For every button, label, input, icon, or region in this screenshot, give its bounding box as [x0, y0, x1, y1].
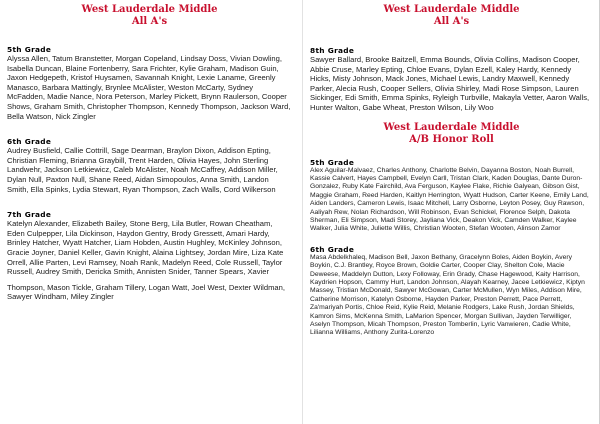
student-name-list: Sawyer Ballard, Brooke Baitzell, Emma Bounds, Olivia Collins, Madison Cooper, Abbie Cruse, Marley Epting, Chloe Evans, Dylan Ezell, Kaley Hardy, Kennedy Hicks, Misty Johnson, Mack Jones, Michael Lewis, Landry Maxwell, Kennedy Parker, Alecia Rush, Cooper Sellers, Olivia Shirley, Madi Rose Simpson, Lauren Sickinger, Edi Smith, Emma Spinks, Ryleigh Turbville, Makayla Vetter, Aaron Walls, Hunter Walton, Gabe Wheat, Preston Wilson, Lily Woo — [310, 55, 590, 112]
section-6th-grade-honor-roll — [310, 245, 593, 338]
student-name-list: Audrey Busfield, Callie Cottrill, Sage Dearman, Braylon Dixon, Addison Epting, Christian Fleming, Brianna Graybill, Trent Harden, Olivia Hayes, John Sterling Landwehr, Jackson Letkiewicz, Caleb McAlister, Noah McCaffrey, Addison Miller, Dylan Null, Paxton Null, Shane Reed, Aidan Simopoulos, Anna Smith, Landon Smith, Ella Spinks, Lydia Stewart, Ryan Thompson, Zach Walls, Cord Wilkerson — [7, 146, 278, 194]
student-name-list: Katelyn Alexander, Elizabeth Bailey, Stone Berg, Lila Butler, Rowan Cheatham, Eden Culpepper, Lila Dickinson, Haydon Gentry, Brody Gressett, Amari Hardy, Brinley Hatcher, Wyatt Hatcher, Liam Hobden, Austin Hughley, McKinley Johnson, Gracie Joyner, Daniel Keller, Gavin Knight, Alaina Lightsey, Jordan Mire, Liza Kate Orrell, Allie Parten, Levi Ramsey, Noah Rank, Madelyn Reed, Cole Russell, Taylor Russell, Audrey Smith, Dericka Smith, Annisten Snider, Tanner Spears, Xavier — [7, 219, 284, 277]
grade-heading: 6th Grade — [7, 137, 52, 147]
grade-heading: 7th Grade — [7, 210, 52, 220]
right-title-list: All A's — [433, 16, 470, 27]
honor-title-list: A/B Honor Roll — [409, 133, 494, 145]
right-title-school: West Lauderdale Middle — [383, 4, 520, 15]
left-title-school: West Lauderdale Middle — [81, 4, 218, 15]
grade-heading: 5th Grade — [7, 45, 52, 54]
student-name-list-continued: Thompson, Mason Tickle, Graham Tillery, Logan Watt, Joel West, Dexter Wildman, Sawyer Windham, Miley Zingler — [7, 282, 285, 302]
section-5th-grade-all-as — [7, 45, 292, 121]
section-5th-grade-honor-roll — [310, 158, 593, 234]
grade-heading: 6th Grade — [310, 244, 355, 254]
student-name-list: Alex Aguilar-Malvaez, Charles Anthony, Charlotte Belvin, Dayanna Boston, Noah Burrell, Kassie Calvert, Hayes Campbell, Evelyn Carll, Tristan Clark, Kaden Douglas, Dante Duron-Gonzalez, Ruby Kate Fairchild, Ava Ferguson, Kaylee Flake, Richie Galyean, Gibson Gist, Maggie Graham, Reed Harden, Kaitlyn Herrington, Wyatt Hudson, Carter Keene, Emily Land, Aiden Landers, Cameron Lewis, Isaac Mitchell, Larry Osborne, Leyton Posey, Guy Rawson, Aaliyah Rew, Nolan Richardson, Will Robinson, Evan Schickel, Florence Selph, Dakota Sherman, Eli Simpson, Madi Storey, Jayliana Vick, Deakon Vick, Camden Walker, Kaylee Walker, Julia White, Juliette Willis, Christian Wooten, Stefan Wooten, Alinson Zamor — [310, 166, 589, 233]
right-column — [302, 0, 600, 424]
left-title-list: All A's — [131, 16, 168, 27]
section-8th-grade-all-as — [310, 46, 593, 113]
honor-title-school: West Lauderdale Middle — [383, 121, 520, 133]
section-6th-grade-all-as — [7, 137, 292, 194]
grade-heading: 5th Grade — [310, 157, 355, 167]
student-name-list: Alyssa Allen, Tatum Branstetter, Morgan Copeland, Lindsay Doss, Vivian Dowling, Isabella Duncan, Blaine Fortenberry, Sara Frichter, Kylie Graham, Madison Guin, Jaxon Hedgepeth, Kristof Huysamen, Savannah Knight, Lexie Laname, Greenly Manasco, Barbara Mattingly, Brynlee McAlister, Weston McCarty, Sydney McFadden, Madie Nance, Nora Peterson, Marley Pickett, Brynn Raulerson, Cooper Shows, Graham Smith, Christopher Thompson, Kennedy Thompson, Jackson Ward, Bella Watson, Nick Zingler — [7, 54, 291, 121]
student-name-list: Masa Abdelkhaleq, Madison Bell, Jaxon Bethany, Gracelynn Boles, Aiden Boykin, Avery Boykin, C.J. Brantley, Royce Brown, Goldie Carter, Cooper Clay, Shelton Cole, Macie Deweese, Maddelyn Dutton, Lexy Followay, Erin Grady, Chase Hagewood, Kaity Harrison, Kaydrien Hopson, Cammy Hurt, Landon Johnson, Alayah Kearney, Jacee Letkiewicz, Kiptyn Massey, Tristian McDonald, Sawyer McGowan, Carter McMullen, Wyn Miles, Addison Mire, Catherine Morrison, Katelyn Osborne, Hayden Parker, Preston Perrett, Pace Perrett, Za'mariyah Portis, Chloe Reid, Kylie Reid, Melanie Rodgers, Lake Rush, Jordan Shields, Kamron Sims, McKenna Smith, LaMarion Spencer, Morgan Sullivan, Jayden Terwilliger, Aselyn Thompson, Micah Thompson, Preston Tomberlin, Lyric Vanwieren, Cadie White, Lilianna Williams, Anthony Zurita-Lorenzo — [310, 253, 585, 337]
grade-heading: 8th Grade — [310, 46, 355, 55]
section-7th-grade-all-as — [7, 210, 292, 302]
